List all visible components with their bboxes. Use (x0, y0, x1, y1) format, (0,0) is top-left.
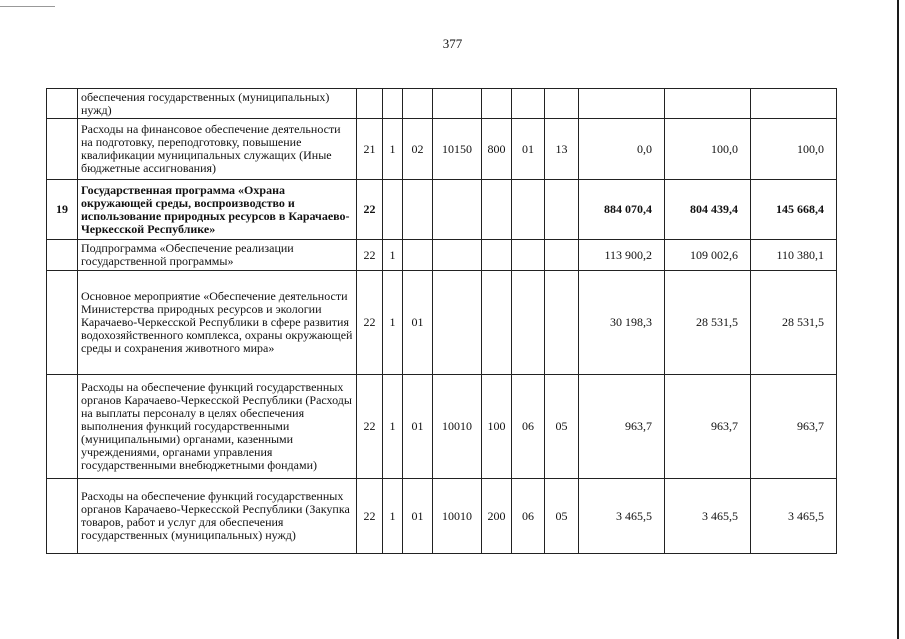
table-row (47, 271, 837, 375)
code-6 (512, 89, 545, 119)
code-5: 200 (482, 479, 512, 554)
code-7 (545, 180, 579, 240)
code-1: 22 (357, 240, 383, 271)
code-5 (482, 180, 512, 240)
code-1: 21 (357, 119, 383, 180)
code-1: 22 (357, 375, 383, 479)
code-2 (383, 180, 403, 240)
code-3: 02 (403, 119, 433, 180)
code-6: 06 (512, 375, 545, 479)
row-number (47, 240, 78, 271)
code-5 (482, 271, 512, 375)
code-2: 1 (383, 479, 403, 554)
code-2: 1 (383, 119, 403, 180)
value-2: 3 465,5 (665, 479, 751, 554)
code-3: 01 (403, 271, 433, 375)
code-6: 06 (512, 479, 545, 554)
code-5 (482, 89, 512, 119)
code-5: 800 (482, 119, 512, 180)
value-2: 109 002,6 (665, 240, 751, 271)
value-1 (579, 89, 665, 119)
value-3: 145 668,4 (751, 180, 837, 240)
page-number: 377 (442, 36, 463, 51)
code-3: 01 (403, 375, 433, 479)
code-3 (403, 89, 433, 119)
code-2: 1 (383, 271, 403, 375)
row-number: 19 (47, 180, 78, 240)
table-row (47, 89, 837, 119)
code-4: 10150 (433, 119, 482, 180)
row-number (47, 271, 78, 375)
row-name: обеспечения государственных (муниципальных) нужд) (78, 89, 357, 119)
value-2: 100,0 (665, 119, 751, 180)
code-6 (512, 240, 545, 271)
value-2 (665, 89, 751, 119)
code-7 (545, 240, 579, 271)
value-3: 963,7 (751, 375, 837, 479)
code-4: 10010 (433, 479, 482, 554)
value-3: 3 465,5 (751, 479, 837, 554)
code-6: 01 (512, 119, 545, 180)
row-name: Расходы на обеспечение функций государственных органов Карачаево-Черкесской Республики (Закупка товаров, работ и услуг для обеспечения государственных (муниципальных) нужд) (78, 479, 357, 554)
code-3 (403, 180, 433, 240)
row-number (47, 375, 78, 479)
code-7 (545, 271, 579, 375)
value-3: 110 380,1 (751, 240, 837, 271)
code-7: 05 (545, 375, 579, 479)
value-1: 30 198,3 (579, 271, 665, 375)
table-row (47, 119, 837, 180)
row-name: Расходы на финансовое обеспечение деятельности на подготовку, переподготовку, повышение квалификации муниципальных служащих (Иные бюджетные ассигнования) (78, 119, 357, 180)
code-6 (512, 180, 545, 240)
table-row (47, 479, 837, 554)
code-7: 05 (545, 479, 579, 554)
code-3: 01 (403, 479, 433, 554)
value-2: 28 531,5 (665, 271, 751, 375)
value-3: 100,0 (751, 119, 837, 180)
value-2: 804 439,4 (665, 180, 751, 240)
row-name: Основное мероприятие «Обеспечение деятельности Министерства природных ресурсов и экологии Карачаево-Черкесской Республики в сфере развития водохозяйственного комплекса, охраны окружающей среды и сохранения животного мира» (78, 271, 357, 375)
table-row (47, 375, 837, 479)
code-5 (482, 240, 512, 271)
value-2: 963,7 (665, 375, 751, 479)
code-1: 22 (357, 271, 383, 375)
scan-edge (897, 0, 899, 639)
code-4 (433, 180, 482, 240)
code-3 (403, 240, 433, 271)
code-6 (512, 271, 545, 375)
value-3: 28 531,5 (751, 271, 837, 375)
row-name: Расходы на обеспечение функций государственных органов Карачаево-Черкесской Республики (Расходы на выплаты персоналу в целях обеспечения выполнения функций государственными (муниципальными) органами, казенными учреждениями, органами управления государственными внебюджетными фондами) (78, 375, 357, 479)
code-4 (433, 240, 482, 271)
value-1: 963,7 (579, 375, 665, 479)
value-3 (751, 89, 837, 119)
value-1: 3 465,5 (579, 479, 665, 554)
value-1: 884 070,4 (579, 180, 665, 240)
code-4 (433, 89, 482, 119)
code-1: 22 (357, 180, 383, 240)
row-number (47, 479, 78, 554)
scan-artifact (0, 6, 55, 7)
row-name: Подпрограмма «Обеспечение реализации государственной программы» (78, 240, 357, 271)
code-2: 1 (383, 375, 403, 479)
table-row (47, 240, 837, 271)
value-1: 113 900,2 (579, 240, 665, 271)
code-4 (433, 271, 482, 375)
code-1: 22 (357, 479, 383, 554)
code-7: 13 (545, 119, 579, 180)
row-number (47, 89, 78, 119)
row-name: Государственная программа «Охрана окружающей среды, воспроизводство и использование природных ресурсов в Карачаево-Черкесской Республике» (78, 180, 357, 240)
budget-table (46, 88, 837, 554)
code-2: 1 (383, 240, 403, 271)
value-1: 0,0 (579, 119, 665, 180)
row-number (47, 119, 78, 180)
code-5: 100 (482, 375, 512, 479)
code-7 (545, 89, 579, 119)
code-4: 10010 (433, 375, 482, 479)
code-2 (383, 89, 403, 119)
table-row-program (47, 180, 837, 240)
code-1 (357, 89, 383, 119)
